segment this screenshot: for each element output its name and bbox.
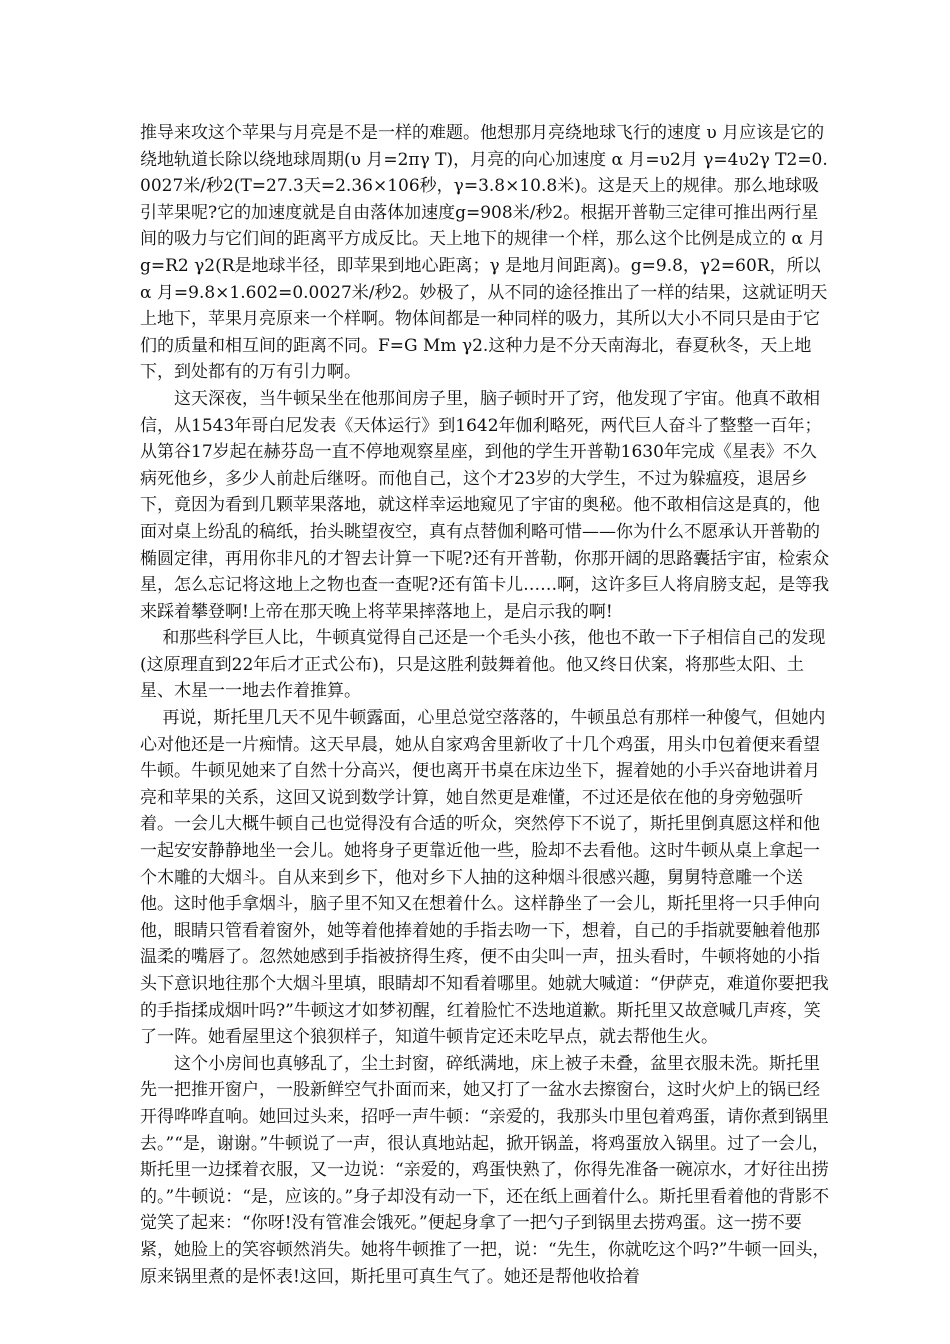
paragraph-4: 再说，斯托里几天不见牛顿露面，心里总觉空落落的，牛顿虽总有那样一种傻气，但她内心对他还是一片痴情。这天早晨，她从自家鸡舍里新收了十几个鸡蛋，用头巾包着便来看望牛顿。牛顿见她来了自然十分高兴，便也离开书桌在床边坐下，握着她的小手兴奋地讲着月亮和苹果的关系，这回又说到数学计算，她自然更是难懂，不过还是依在他的身旁勉强听着。一会儿大概牛顿自己也觉得没有合适的听众，突然停下不说了，斯托里倒真愿这样和他一起安安静静地坐一会儿。她将身子更靠近他一些，脸却不去看他。这时牛顿从桌上拿起一个木雕的大烟斗。自从来到乡下，他对乡下人抽的这种烟斗很感兴趣，舅舅特意雕一个送他。这时他手拿烟斗，脑子里不知又在想着什么。这样静坐了一会儿，斯托里将一只手伸向他，眼睛只管看着窗外，她等着他捧着她的手指去吻一下，想着，自己的手指就要触着他那温柔的嘴唇了。忽然她感到手指被挤得生疼，便不由尖叫一声，扭头看时，牛顿将她的小指头下意识地往那个大烟斗里填，眼睛却不知看着哪里。她就大喊道：“伊萨克，难道你要把我的手指揉成烟叶吗?”牛顿这才如梦初醒，红着脸忙不迭地道歉。斯托里又故意喊几声疼，笑了一阵。她看屋里这个狼狈样子，知道牛顿肯定还未吃早点，就去帮他生火。 xyxy=(140,708,829,1048)
paragraph-2: 这天深夜，当牛顿呆坐在他那间房子里，脑子顿时开了窍，他发现了宇宙。他真不敢相信，从1543年哥白尼发表《天体运行》到1642年伽利略死，两代巨人奋斗了整整一百年；从第谷17岁起在赫芬岛一直不停地观察星座，到他的学生开普勒1630年完成《星表》不久病死他乡，多少人前赴后继呀。而他自己，这个才23岁的大学生，不过为躲瘟疫，退居乡下，竟因为看到几颗苹果落地，就这样幸运地窥见了宇宙的奥秘。他不敢相信这是真的，他面对桌上纷乱的稿纸，抬头眺望夜空，真有点替伽利略可惜——你为什么不愿承认开普勒的椭圆定律，再用你非凡的才智去计算一下呢?还有开普勒，你那开阔的思路囊括宇宙，检索众星，怎么忘记将这地上之物也查一查呢?还有笛卡儿……啊，这许多巨人将肩膀支起，是等我来踩着攀登啊!上帝在那天晚上将苹果摔落地上，是启示我的啊! xyxy=(140,388,830,622)
paragraph-3: 和那些科学巨人比，牛顿真觉得自己还是一个毛头小孩，他也不敢一下子相信自己的发现(这原理直到22年后才正式公布)，只是这胜利鼓舞着他。他又终日伏案，将那些太阳、土星、木星一一地去作着推算。 xyxy=(140,628,826,702)
paragraph-1: 推导来攻这个苹果与月亮是不是一样的难题。他想那月亮绕地球飞行的速度 υ 月应该是它的绕地轨道长除以绕地球周期(υ 月=2πγ T)，月亮的向心加速度 α 月=υ2月 γ=4υ2γ T2=0.0027米/秒2(T=27.3天=2.36×106秒，γ=3.8×10.8米)。这是天上的规律。那么地球吸引苹果呢?它的加速度就是自由落体加速度g=908米/秒2。根据开普勒三定律可推出两行星间的吸力与它们间的距离平方成反比。天上地下的规律一个样，那么这个比例是成立的 α 月 g=R2 γ2(R是地球半径，即苹果到地心距离；γ 是地月间距离)。g=9.8，γ2=60R，所以 α 月=9.8×1.602=0.0027米/秒2。妙极了，从不同的途径推出了一样的结果，这就证明天上地下，苹果月亮原来一个样啊。物体间都是一种同样的吸力，其所以大小不同只是由于它们的质量和相互间的距离不同。F=G Mm γ2.这种力是不分天南海北，春夏秋冬，天上地下，到处都有的万有引力啊。 xyxy=(140,123,831,383)
body-text xyxy=(140,120,830,1290)
paragraph-5: 这个小房间也真够乱了，尘土封窗，碎纸满地，床上被子未叠，盆里衣服未洗。斯托里先一把推开窗户，一股新鲜空气扑面而来，她又打了一盆水去擦窗台，这时火炉上的锅已经开得哗哗直响。她回过头来，招呼一声牛顿：“亲爱的，我那头巾里包着鸡蛋，请你煮到锅里去。”“是，谢谢。”牛顿说了一声，很认真地站起，掀开锅盖，将鸡蛋放入锅里。过了一会儿，斯托里一边揉着衣服，又一边说：“亲爱的，鸡蛋快熟了，你得先准备一碗凉水，才好往出捞的。”牛顿说：“是，应该的。”身子却没有动一下，还在纸上画着什么。斯托里看着他的背影不觉笑了起来：“你呀!没有管准会饿死。”便起身拿了一把勺子到锅里去捞鸡蛋。这一捞不要紧，她脸上的笑容顿然消失。她将牛顿推了一把，说：“先生，你就吃这个吗?”牛顿一回头，原来锅里煮的是怀表!这回，斯托里可真生气了。她还是帮他收拾着 xyxy=(140,1053,830,1287)
